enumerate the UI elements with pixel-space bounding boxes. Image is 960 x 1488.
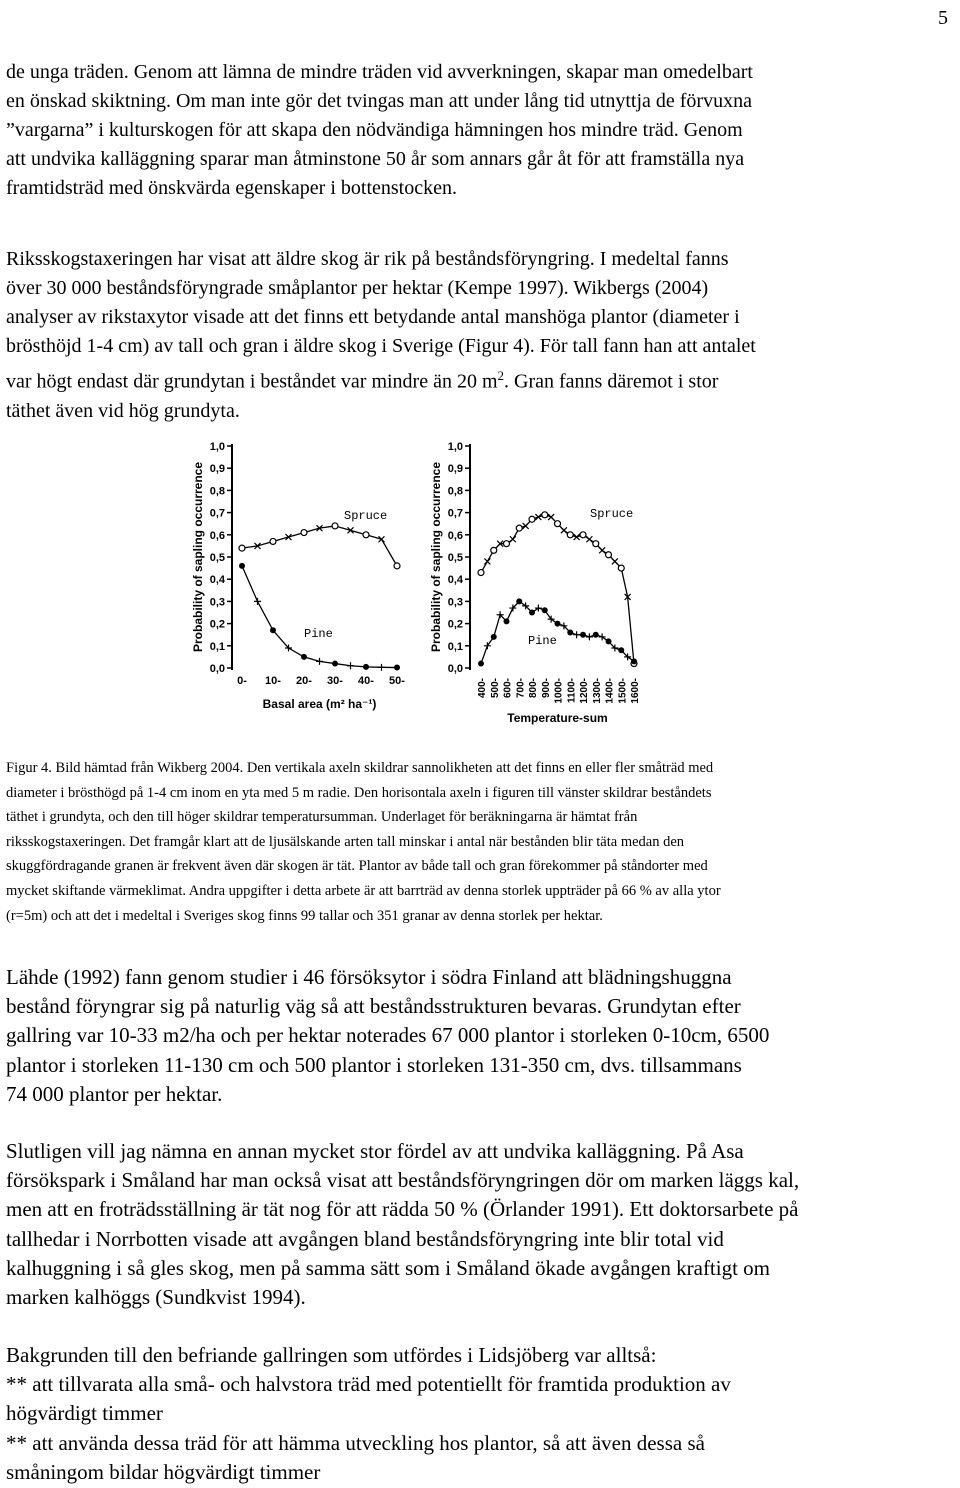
data-point-pine: [316, 658, 323, 665]
data-point-spruce: [612, 558, 618, 564]
data-point-spruce: [504, 541, 510, 547]
data-point-pine: [270, 627, 276, 633]
x-tick-label: 10-: [265, 675, 281, 687]
data-point-pine: [555, 621, 561, 627]
data-point-spruce: [491, 547, 497, 553]
series-line-pine: [481, 601, 634, 663]
data-point-pine: [478, 661, 484, 667]
x-tick-label: 1000-: [553, 678, 565, 704]
text-line: brösthöjd 1-4 cm) av tall och gran i äldre skog i Sverige (Figur 4). För tall fann han att antalet: [6, 335, 756, 357]
text-line: bestånd föryngrar sig på naturlig väg så att beståndsstrukturen bevaras. Grundytan efter: [6, 994, 741, 1019]
text-line: täthet även vid hög grundyta.: [6, 399, 240, 422]
data-point-spruce: [580, 532, 586, 538]
data-point-spruce: [555, 521, 561, 527]
text-line: Slutligen vill jag nämna en annan mycket stor fördel av att undvika kalläggning. På Asa: [6, 1139, 744, 1163]
annotation-spruce: Spruce: [344, 509, 388, 523]
y-tick-label: 0,0: [209, 663, 225, 675]
data-point-spruce: [523, 523, 529, 529]
text-line: gallring var 10-33 m2/ha och per hektar noterades 67 000 plantor i storleken 0-10cm, 6500: [6, 1023, 770, 1048]
y-tick-label: 0,7: [209, 507, 225, 520]
data-point-pine: [332, 661, 338, 667]
paragraph-riksskogstaxeringen: [6, 245, 954, 426]
caption-line: Figur 4. Bild hämtad från Wikberg 2004. Den vertikala axeln skildrar sannolikheten att det finns en eller fler småträd med: [6, 760, 714, 776]
paragraph-bakgrunden: [6, 1341, 954, 1487]
y-tick-label: 0,3: [209, 596, 225, 609]
caption-line: täthet i grundyta, och den till höger skildrar temperatursumman. Underlaget för beräkningarna är hämtat från: [6, 809, 638, 826]
text-line: att undvika kalläggning sparar man åtminstone 50 år som annars går åt för att framställa nya: [6, 148, 745, 170]
text-line: Riksskogstaxeringen har visat att äldre skog är rik på beståndsföryngring. I medeltal fanns: [6, 248, 729, 270]
y-tick-label: 0,3: [447, 596, 463, 609]
y-tick-label: 1,0: [447, 441, 463, 453]
chart-basal-area: [172, 432, 408, 732]
y-tick-label: 0,2: [447, 618, 463, 631]
caption-line: mycket skiftande värmeklimat. Andra uppgifter i detta arbete är att barrträd av denna storlek uppträder på 66 % av alla ytor: [6, 882, 721, 899]
figure-temperature-sum: [428, 432, 664, 737]
data-point-pine: [504, 618, 510, 624]
data-point-spruce: [586, 536, 592, 542]
text-line: Bakgrunden till den befriande gallringen som utfördes i Lidsjöberg var alltså:: [6, 1343, 657, 1367]
text-line: kalhuggning i så gles skog, men på samma sätt som i Småland ökade avgången kraftigt om: [6, 1255, 771, 1280]
caption-line: diameter i brösthögd på 1-4 cm inom en yta med 5 m radie. Den horisontala axeln i figuren till vänster skildrar beståndets: [6, 784, 712, 801]
x-tick-label: 600-: [502, 678, 514, 699]
data-point-pine: [606, 638, 612, 644]
y-tick-label: 0,8: [209, 485, 225, 498]
y-tick-label: 0,0: [447, 663, 463, 675]
x-tick-label: 400-: [477, 678, 488, 699]
superscript: 2: [497, 368, 505, 383]
x-tick-label: 800-: [528, 678, 539, 699]
y-tick-label: 0,6: [209, 529, 225, 542]
y-tick-label: 0,1: [209, 640, 225, 653]
annotation-spruce: Spruce: [590, 507, 634, 521]
caption-line: skuggfördragande granen är frekvent även där skogen är tät. Plantor av både tall och gran förekommer på ståndorter med: [6, 858, 708, 875]
text-line: försökspark i Småland har man också visat att beståndsföryngringen dör om marken läggs kal,: [6, 1168, 800, 1193]
annotation-pine: Pine: [528, 634, 557, 648]
x-axis-label: Basal area (m² ha⁻¹): [262, 697, 377, 711]
y-tick-label: 0,8: [447, 485, 463, 498]
y-tick-label: 0,4: [209, 574, 225, 587]
x-tick-label: 1400-: [604, 678, 616, 704]
x-tick-label: 1600-: [630, 678, 641, 704]
data-point-spruce: [363, 532, 369, 538]
text-line: över 30 000 beståndsföryngrade småplantor per hektar (Kempe 1997). Wikbergs (2004): [6, 277, 709, 299]
y-tick-label: 0,9: [447, 463, 463, 476]
text-line: 74 000 plantor per hektar.: [6, 1081, 223, 1106]
y-tick-label: 1,0: [209, 441, 225, 453]
data-point-spruce: [606, 552, 612, 558]
data-point-pine: [239, 563, 245, 569]
x-tick-label: 700-: [515, 678, 527, 699]
text-line: ** att tillvarata alla små- och halvstora träd med potentiellt för framtida produktion av: [6, 1372, 731, 1397]
chart-temperature-sum: [428, 432, 664, 732]
data-point-spruce: [529, 516, 535, 522]
y-tick-label: 0,5: [209, 552, 225, 564]
text-line: Lähde (1992) fann genom studier i 46 försöksytor i södra Finland att blädningshuggna: [6, 965, 732, 989]
paragraph-slutligen: [6, 1137, 954, 1312]
data-point-pine: [573, 631, 580, 638]
y-axis-label: Probability of sapling occurrence: [429, 461, 443, 653]
data-point-pine: [378, 664, 385, 671]
text-line: [6, 361, 954, 397]
x-tick-label: 1300-: [591, 678, 603, 704]
text-line: högvärdigt timmer: [6, 1401, 163, 1426]
text-line: ** att använda dessa träd för att hämma utveckling hos plantor, så att även dessa så: [6, 1430, 705, 1455]
x-tick-label: 1500-: [617, 678, 629, 704]
x-tick-label: 40-: [358, 675, 374, 687]
data-point-spruce: [239, 545, 245, 551]
data-point-spruce: [301, 530, 307, 536]
data-point-pine: [363, 664, 369, 670]
y-tick-label: 0,4: [447, 574, 463, 587]
data-point-spruce: [574, 534, 580, 540]
y-tick-label: 0,6: [447, 529, 463, 542]
data-point-pine: [593, 632, 599, 638]
data-point-spruce: [510, 536, 516, 542]
x-tick-label: 20-: [296, 675, 312, 687]
data-point-spruce: [332, 523, 338, 529]
data-point-spruce: [561, 527, 567, 533]
y-tick-label: 0,5: [447, 552, 463, 564]
data-point-pine: [347, 662, 354, 669]
text-segment: var högt endast där grundytan i beståndet var mindre än 20 m: [6, 370, 498, 393]
x-tick-label: 900-: [540, 678, 552, 699]
figure-basal-area: [172, 432, 408, 737]
text-line: de unga träden. Genom att lämna de mindre träden vid avverkningen, skapar man omedelbart: [6, 61, 753, 83]
page-number: 5: [938, 7, 948, 29]
text-line: analyser av rikstaxytor visade att det finns ett betydande antal manshöga plantor (diameter i: [6, 306, 740, 328]
x-tick-label: 30-: [327, 675, 343, 687]
data-point-spruce: [599, 547, 605, 553]
data-point-spruce: [270, 538, 276, 544]
text-line: framtidsträd med önskvärda egenskaper i bottenstocken.: [6, 177, 457, 199]
caption-line: (r=5m) och att det i medeltal i Sveriges skog finns 99 tallar och 351 granar av denna storlek per hektar.: [6, 907, 603, 924]
data-point-spruce: [535, 514, 541, 520]
x-tick-label: 1200-: [579, 678, 590, 704]
x-axis-label: Temperature-sum: [507, 711, 608, 725]
data-point-pine: [567, 629, 573, 635]
y-axis-label: Probability of sapling occurrence: [191, 461, 205, 653]
data-point-spruce: [484, 558, 490, 564]
x-tick-label: 50-: [389, 675, 405, 687]
caption-line: riksskogstaxeringen. Det framgår klart att de ljusälskande arten tall minskar i antal när bestånden blir täta medan den: [6, 833, 685, 850]
text-segment: . Gran fanns däremot i stor: [504, 370, 719, 393]
data-point-spruce: [567, 532, 573, 538]
annotation-pine: Pine: [304, 627, 333, 641]
data-point-pine: [254, 598, 261, 605]
data-point-spruce: [593, 541, 599, 547]
data-point-spruce: [394, 563, 400, 569]
text-line: men att en froträdsställning är tät nog för att rädda 50 % (Örlander 1991). Ett doktorsarbete på: [6, 1197, 799, 1222]
data-point-pine: [301, 654, 307, 660]
paragraph-kalläggning: [6, 58, 954, 203]
series-line-pine: [242, 566, 397, 668]
text-line: ”vargarna” i kulturskogen för att skapa den nödvändiga hämningen hos mindre träd. Genom: [6, 119, 743, 141]
data-point-spruce: [618, 565, 624, 571]
data-point-pine: [491, 634, 497, 640]
x-tick-label: 500-: [489, 678, 501, 699]
data-point-pine: [631, 658, 637, 664]
data-point-spruce: [516, 525, 522, 531]
data-point-spruce: [548, 514, 554, 520]
figure-caption: [6, 756, 954, 928]
data-point-spruce: [478, 570, 484, 576]
text-line: plantor i storleken 11-130 cm och 500 plantor i storleken 131-350 cm, dvs. tillsammans: [6, 1052, 742, 1077]
data-point-pine: [580, 632, 586, 638]
y-tick-label: 0,2: [209, 618, 225, 631]
paragraph-lähde: [6, 963, 954, 1109]
y-tick-label: 0,9: [209, 463, 225, 476]
y-tick-label: 0,1: [447, 640, 463, 653]
x-tick-label: 1100-: [566, 678, 578, 704]
series-line-spruce: [242, 526, 397, 566]
text-line: småningom bildar högvärdigt timmer: [6, 1459, 321, 1484]
data-point-pine: [394, 665, 400, 671]
data-point-pine: [618, 647, 624, 653]
y-tick-label: 0,7: [447, 507, 463, 520]
text-line: en önskad skiktning. Om man inte gör det tvingas man att under lång tid utnyttja de förvuxna: [6, 90, 752, 112]
data-point-spruce: [542, 512, 548, 518]
x-tick-label: 0-: [237, 675, 247, 687]
data-point-pine: [542, 607, 548, 613]
text-line: marken kalhöggs (Sundkvist 1994).: [6, 1285, 306, 1310]
data-point-pine: [529, 610, 535, 616]
data-point-pine: [516, 598, 522, 604]
text-line: tallhedar i Norrbotten visade att avgången bland beståndsföryngring inte blir total vid: [6, 1226, 724, 1251]
data-point-pine: [586, 633, 593, 640]
